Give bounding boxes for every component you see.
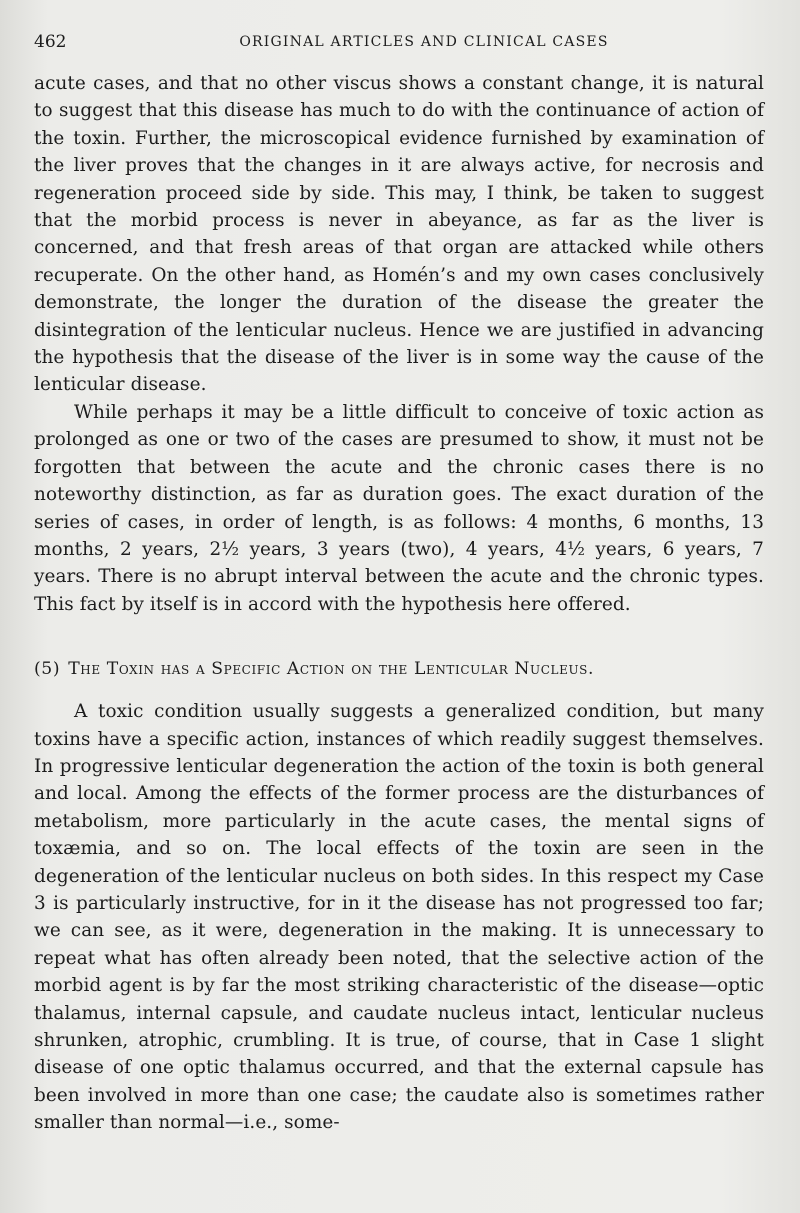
paragraph-section-body: A toxic condition usually suggests a generalized condition, but many toxins have a specific action, instances of which readily suggest themselves. In progressive lenticular degeneration the action of the toxin is both general and local. Among the effects of the former process are the disturbances of metabolism, more particularly in the acute cases, the mental signs of toxæmia, and so on. The local effects of the toxin are seen in the degeneration of the lenticular nucleus on both sides. In this respect my Case 3 is particularly instructive, for in it the disease has not progressed too far; we can see, as it were, degeneration in the making. It is unnecessary to repeat what has often already been noted, that the selective action of the morbid agent is by far the most striking characteristic of the disease—optic thalamus, internal capsule, and caudate nucleus intact, lenticular nucleus shrunken, atrophic, crumbling. It is true, of course, that in Case 1 slight disease of one optic thalamus occurred, and that the external capsule has been involved in more than one case; the caudate also is sometimes rather smaller than normal—i.e., some- xyxy=(34,701,764,1134)
section-title: The Toxin has a Specific Action on the Lenticular Nucleus. xyxy=(68,659,595,680)
section-number: (5) xyxy=(34,659,61,680)
running-head xyxy=(34,26,764,62)
page-number: 462 xyxy=(34,32,67,52)
running-title: ORIGINAL ARTICLES AND CLINICAL CASES xyxy=(239,34,609,50)
paragraph-continued: acute cases, and that no other viscus shows a constant change, it is natural to suggest that this disease has much to do with the continuance of action of the toxin. Further, the microscopical evidence furnished by examination of the liver proves that the changes in it are always active, for necrosis and regeneration proceed side by side. This may, I think, be taken to suggest that the morbid process is never in abeyance, as far as the liver is concerned, and that fresh areas of that organ are attacked while others recuperate. On the other hand, as Homén’s and my own cases conclusively demonstrate, the longer the duration of the disease the greater the disintegration of the lenticular nucleus. Hence we are justified in advancing the hypothesis that the disease of the liver is in some way the cause of the lenticular disease. xyxy=(34,73,764,396)
paragraph-duration: While perhaps it may be a little difficult to conceive of toxic action as prolonged as one or two of the cases are presumed to show, it must not be forgotten that between the acute and the chronic cases there is no noteworthy distinction, as far as duration goes. The exact duration of the series of cases, in order of length, is as follows: 4 months, 6 months, 13 months, 2 years, 2½ years, 3 years (two), 4 years, 4½ years, 6 years, 7 years. There is no abrupt interval between the acute and the chronic types. This fact by itself is in accord with the hypothesis here offered. xyxy=(34,401,764,615)
section-heading xyxy=(34,656,764,682)
